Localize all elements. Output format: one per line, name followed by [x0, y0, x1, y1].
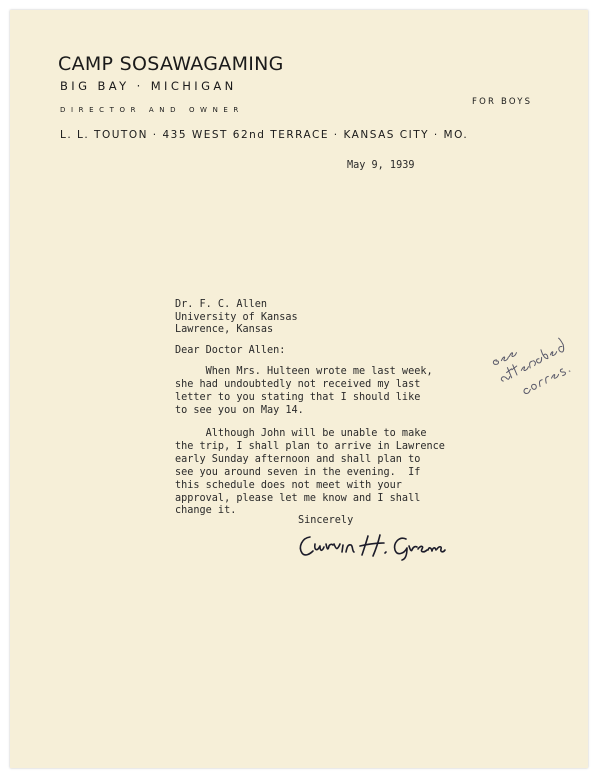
letterhead-camp-name: CAMP SOSAWAGAMING — [58, 53, 284, 75]
letterhead-role: DIRECTOR AND OWNER — [60, 106, 244, 114]
body-line: change it. — [175, 505, 237, 517]
body-line: approval, please let me know and I shall — [175, 492, 421, 504]
recipient-address — [175, 299, 298, 337]
body-line: Although John will be unable to make — [175, 428, 427, 439]
signature — [296, 531, 446, 561]
letterhead-for-boys: FOR BOYS — [472, 97, 533, 107]
body-line: this schedule does not meet with your — [175, 479, 402, 491]
body-line: early Sunday afternoon and shall plan to — [175, 453, 421, 465]
letterhead-location: BIG BAY · MICHIGAN — [60, 79, 237, 93]
letter-page — [10, 10, 588, 768]
body-line: When Mrs. Hulteen wrote me last week, — [175, 366, 433, 377]
body-line: the trip, I shall plan to arrive in Lawrence — [175, 440, 445, 452]
salutation: Dear Doctor Allen: — [175, 345, 286, 356]
letterhead-address: L. L. TOUTON · 435 WEST 62nd TERRACE · KANSAS CITY · MO. — [60, 129, 469, 141]
body-line: she had undoubtedly not received my last — [175, 378, 421, 390]
recipient-line: Lawrence, Kansas — [175, 324, 274, 335]
handwritten-margin-note — [488, 318, 580, 398]
body-line: letter to you stating that I should like — [175, 391, 421, 403]
body-line: to see you on May 14. — [175, 404, 304, 416]
recipient-line: Dr. F. C. Allen — [175, 299, 268, 310]
body-line: see you around seven in the evening. If — [175, 466, 421, 478]
paragraph-2 — [175, 428, 445, 518]
letter-date: May 9, 1939 — [347, 160, 415, 171]
paragraph-1 — [175, 366, 433, 418]
closing: Sincerely — [298, 515, 354, 526]
recipient-line: University of Kansas — [175, 311, 298, 323]
